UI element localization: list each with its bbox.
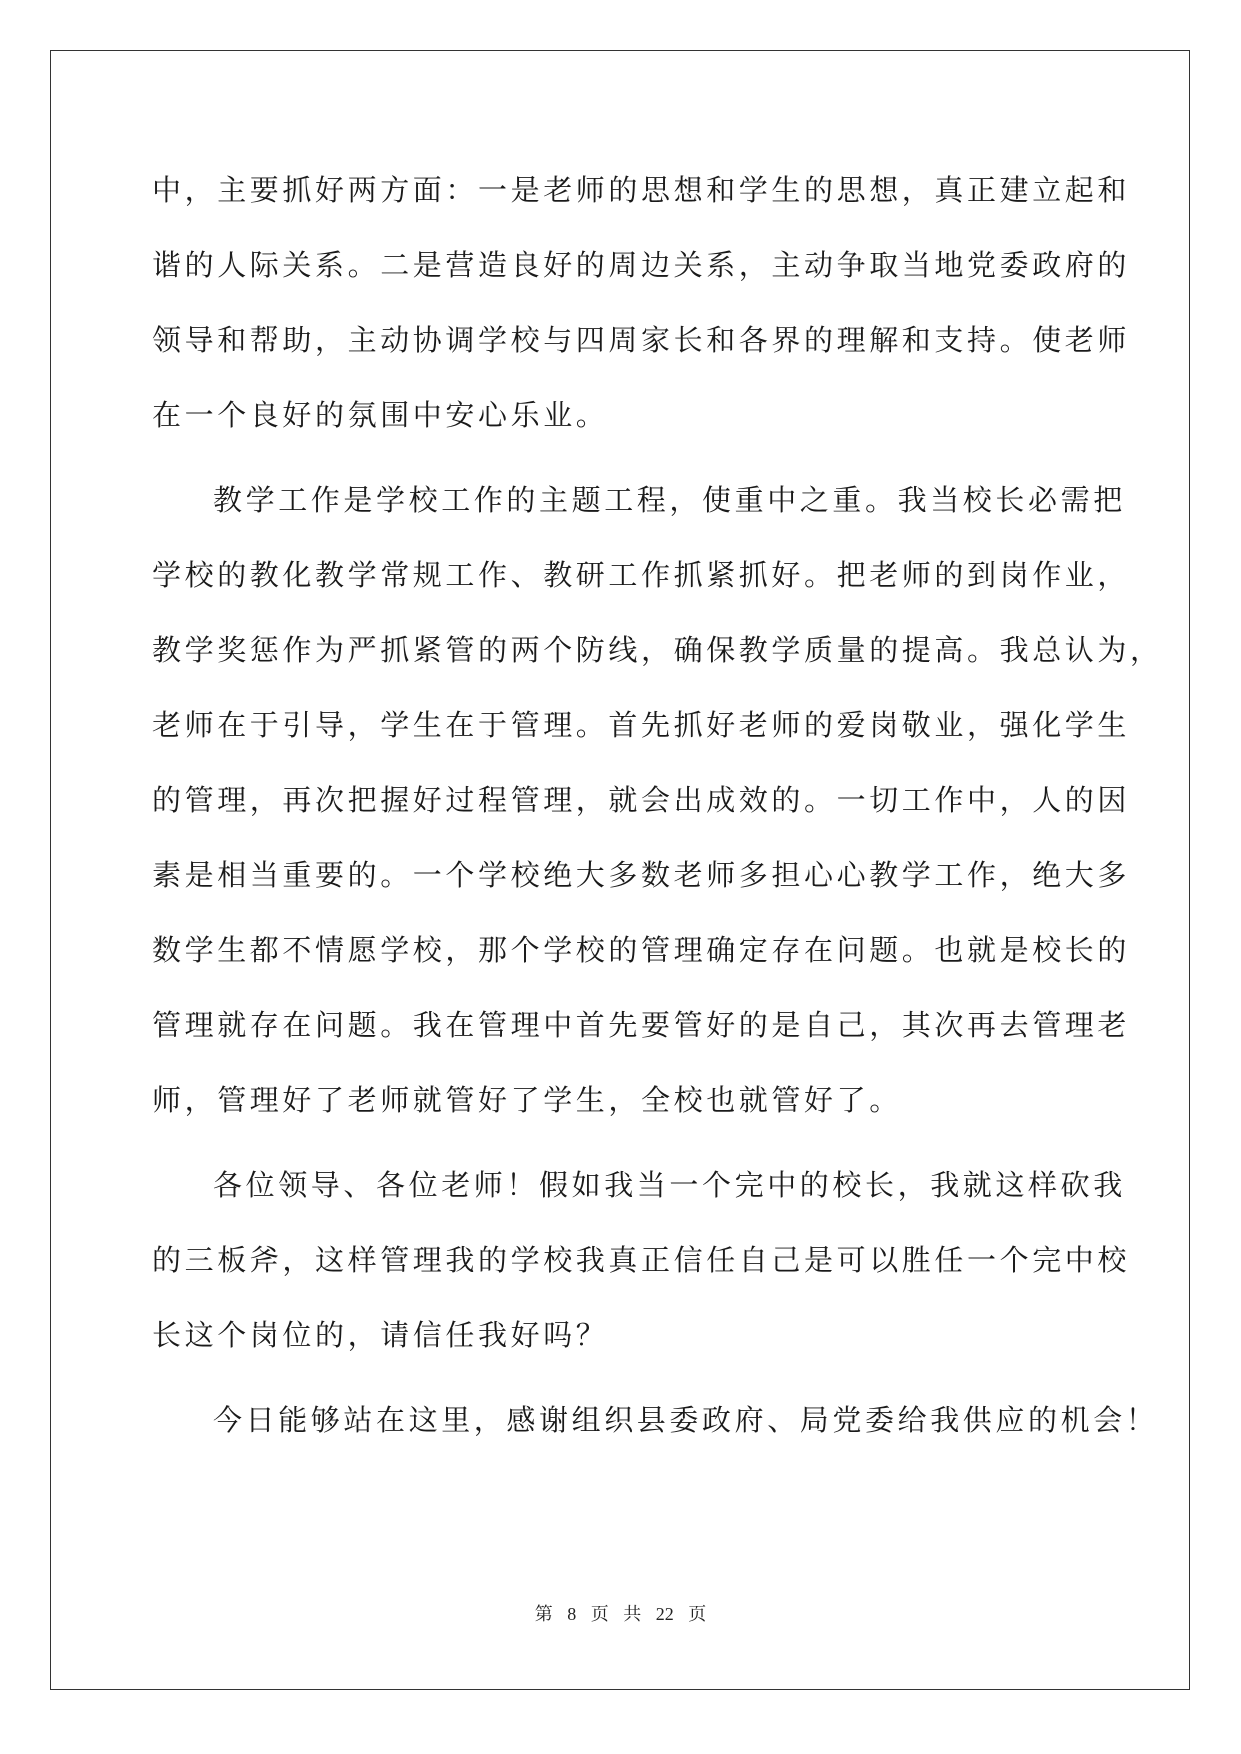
paragraph-2-line-5: 的管理，再次把握好过程管理，就会出成效的。一切工作中，人的因	[152, 783, 1131, 817]
paragraph-2-line-1: 教学工作是学校工作的主题工程，使重中之重。我当校长必需把	[213, 483, 1126, 517]
paragraph-2-line-4: 老师在于引导，学生在于管理。首先抓好老师的爱岗敬业，强化学生	[152, 708, 1131, 742]
paragraph-2-line-8: 管理就存在问题。我在管理中首先要管好的是自己，其次再去管理老	[152, 1008, 1131, 1042]
paragraph-2-line-2: 学校的教化教学常规工作、教研工作抓紧抓好。把老师的到岗作业，	[152, 558, 1131, 592]
paragraph-2-line-7: 数学生都不情愿学校，那个学校的管理确定存在问题。也就是校长的	[152, 933, 1131, 967]
paragraph-1-line-2: 谐的人际关系。二是营造良好的周边关系，主动争取当地党委政府的	[152, 248, 1131, 282]
paragraph-4-line-1: 今日能够站在这里，感谢组织县委政府、局党委给我供应的机会！	[213, 1403, 1159, 1437]
paragraph-2-line-6: 素是相当重要的。一个学校绝大多数老师多担心心教学工作，绝大多	[152, 858, 1131, 892]
paragraph-3-line-1: 各位领导、各位老师！假如我当一个完中的校长，我就这样砍我	[213, 1168, 1126, 1202]
page-number-footer: 第 8 页 共 22 页	[534, 1604, 707, 1624]
paragraph-3-line-3: 长这个岗位的，请信任我好吗？	[152, 1318, 609, 1352]
paragraph-1-line-3: 领导和帮助，主动协调学校与四周家长和各界的理解和支持。使老师	[152, 323, 1131, 357]
paragraph-2-line-3: 教学奖惩作为严抓紧管的两个防线，确保教学质量的提高。我总认为，	[152, 633, 1163, 667]
paragraph-3-line-2: 的三板斧，这样管理我的学校我真正信任自己是可以胜任一个完中校	[152, 1243, 1131, 1277]
paragraph-1-line-1: 中，主要抓好两方面：一是老师的思想和学生的思想，真正建立起和	[152, 173, 1131, 207]
paragraph-2-line-9: 师，管理好了老师就管好了学生，全校也就管好了。	[152, 1083, 902, 1117]
paragraph-1-line-4: 在一个良好的氛围中安心乐业。	[152, 398, 609, 432]
